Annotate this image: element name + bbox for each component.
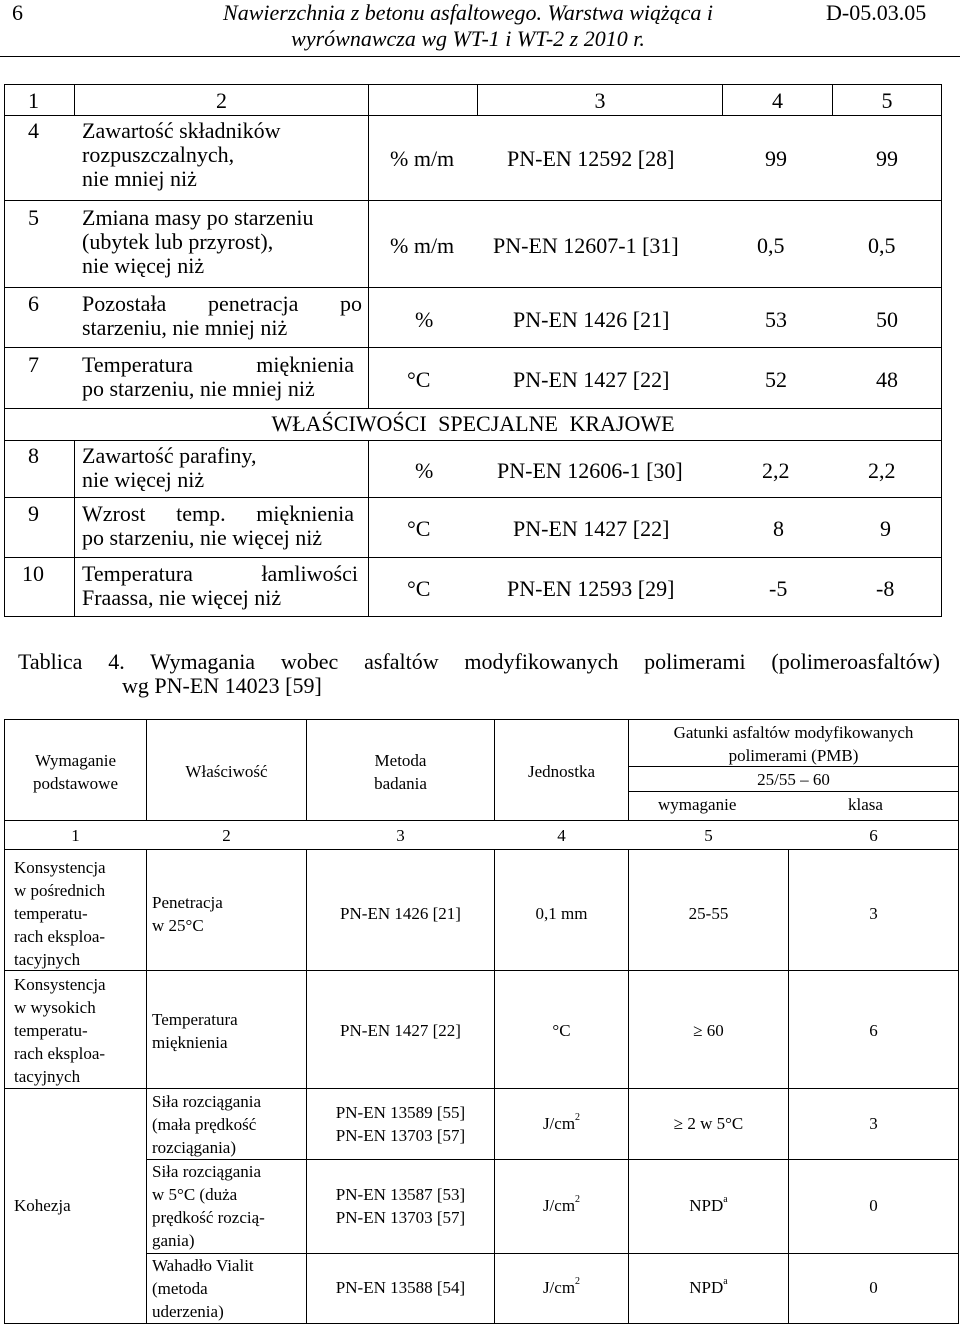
t1-property [82,206,362,278]
t2-basic-line: temperatu- [14,904,88,923]
t2-property-line: uderzenia) [152,1302,224,1321]
t1-method: PN-EN 12606-1 [30] [497,458,683,483]
t1-col-number: 2 [216,88,227,113]
t1-section-title: WŁAŚCIWOŚCI SPECJALNE KRAJOWE [271,411,675,436]
t2-property-line: w 25°C [152,916,204,935]
t1-property-line: Zawartość parafiny, [82,443,257,468]
t2-requirement-text: 25-55 [688,904,729,923]
t1-value-1: 2,2 [762,458,790,483]
t1-rule [4,200,941,201]
t1-unit: % [415,307,434,332]
t2-header-requirement: wymaganie [658,795,737,814]
t1-col-rule [368,440,369,617]
t2-class: 0 [869,1196,878,1215]
t2-border-bottom [4,1323,959,1324]
t2-property-line: Wahadło Vialit [152,1256,254,1275]
t1-property [82,444,362,492]
t1-property [82,353,354,401]
t2-rule [4,820,959,821]
t2-basic-requirement [14,856,106,971]
t2-property-line: prędkość rozcią- [152,1208,265,1227]
t2-method: PN-EN 1427 [22] [340,1021,461,1040]
t1-property-line: Fraassa, nie więcej niż [82,585,282,610]
t1-value-2: 2,2 [868,458,896,483]
t2-rule [628,791,959,792]
t1-border-top [4,84,941,85]
t2-header-grades [629,721,958,767]
t2-class: 6 [869,1021,878,1040]
t2-unit-sup: 2 [575,1194,581,1206]
t1-rule [4,497,941,498]
t1-method: PN-EN 1427 [22] [513,367,670,392]
t2-header-line: Metoda [374,751,427,770]
t1-property-line: nie mniej niż [82,166,197,191]
t2-method-line: PN-EN 13703 [57] [335,1126,466,1145]
t1-value-1: 53 [765,307,787,332]
t1-property-line: nie więcej niż [82,467,205,492]
document-title-line2: wyrównawcza wg WT-1 i WT-2 z 2010 r. [291,26,645,51]
t2-rule [146,1159,959,1160]
t1-col-rule [368,84,369,409]
table-caption-line2: wg PN-EN 14023 [59] [122,673,322,698]
t1-col-number: 3 [594,88,606,113]
t1-rule [4,440,941,441]
t2-requirement-sup: a [723,1276,728,1288]
t2-basic-requirement [14,973,106,1088]
t1-property [82,119,362,191]
t2-header-unit: Jednostka [527,762,596,781]
t1-property-line: po starzeniu, nie mniej niż [82,376,315,401]
t1-row-number: 9 [28,501,39,526]
t1-border-right [941,84,942,617]
t1-value-1: 52 [765,367,787,392]
t2-header-line: Gatunki asfaltów modyfikowanych [673,723,914,742]
t2-header-line: polimerami (PMB) [728,746,859,765]
table-caption [18,650,940,698]
t2-col-rule [146,849,147,1324]
t2-col-number: 4 [557,826,566,845]
t1-value-1: -5 [769,576,788,601]
t2-property-line: (metoda [152,1279,208,1298]
table-caption-line1: Tablica 4. Wymagania wobec asfaltów modyfikowanych polimerami (polimeroasfaltów) [18,649,940,674]
page-number: 6 [12,0,23,25]
t2-basic-line: rach eksploa- [14,1044,106,1063]
t2-col-number: 2 [222,826,231,845]
t2-property [152,1090,261,1159]
t1-value-2: 50 [876,307,898,332]
t2-unit-sup: 2 [575,1112,581,1124]
t2-basic-line: temperatu- [14,1021,88,1040]
t1-property-line: Temperatura łamliwości [82,561,358,586]
t2-col-number: 3 [396,826,405,845]
t1-rule [4,557,941,558]
t1-property-line: starzeniu, nie mniej niż [82,315,288,340]
t2-property [152,1254,254,1323]
t1-row-number: 8 [28,443,39,468]
t2-requirement [629,902,788,925]
document-title-line1: Nawierzchnia z betonu asfaltowego. Warstwa wiążąca i [223,0,713,25]
t2-property-line: mięknienia [152,1033,228,1052]
t1-value-1: 8 [773,516,784,541]
t1-property-line: Pozostała penetracja po [82,291,362,316]
t2-property-line: Temperatura [152,1010,238,1029]
t2-border-left [4,719,5,1324]
t1-rule [4,287,941,288]
t1-method: PN-EN 1427 [22] [513,516,670,541]
t2-requirement-sup: a [723,1194,728,1206]
t2-header-line: podstawowe [33,774,118,793]
t1-row-number: 6 [28,291,39,316]
t2-basic-line: w pośrednich [14,881,106,900]
t1-method: PN-EN 12607-1 [31] [493,233,679,258]
t1-value-2: 0,5 [868,233,896,258]
t1-property-line: po starzeniu, nie więcej niż [82,525,323,550]
t2-property-line: rozciągania) [152,1138,236,1157]
t1-property-line: rozpuszczalnych, [82,142,235,167]
t2-method-line: PN-EN 13587 [53] [335,1185,466,1204]
t2-property-line: (mała prędkość [152,1115,257,1134]
t1-unit: % [415,458,434,483]
t1-border-bottom [4,616,941,617]
t2-class: 3 [869,904,878,923]
t2-property-line: Penetracja [152,893,223,912]
t2-rule [146,1253,959,1254]
t1-property-line: Wzrost temp. mięknienia [82,501,354,526]
t2-header-method [307,749,494,795]
t2-property-line: Siła rozciągania [152,1162,262,1181]
t2-method [307,1101,494,1147]
t2-basic-line: Konsystencja [14,975,106,994]
t2-rule [4,970,959,971]
t2-class: 3 [869,1114,878,1133]
t2-unit-text: 0,1 mm [535,904,588,923]
t2-class: 0 [869,1278,878,1297]
t2-requirement [629,1276,788,1299]
t2-unit-text: J/cm [542,1278,576,1297]
t1-row-number: 5 [28,205,39,230]
t1-rule [4,115,941,116]
t2-property [152,1160,265,1252]
t2-col-number: 5 [704,826,713,845]
t2-property-line: gania) [152,1231,195,1250]
t2-requirement-text: NPD [689,1196,724,1215]
t2-method [307,1183,494,1229]
t2-basic-line: rach eksploa- [14,927,106,946]
t1-property-line: (ubytek lub przyrost), [82,229,274,254]
t1-value-1: 0,5 [757,233,785,258]
t2-col-number: 6 [869,826,878,845]
t2-rule [4,849,959,850]
t2-basic-line: Konsystencja [14,858,106,877]
t2-requirement-text: ≥ 60 [693,1021,724,1040]
t1-col-number: 1 [28,88,39,113]
t1-property [82,502,354,550]
t1-property [82,562,358,610]
t1-col-rule [74,440,75,617]
t2-header-line: badania [374,774,427,793]
header-rule [0,56,960,57]
t1-unit: % m/m [390,146,455,171]
t1-rule [4,408,941,409]
t1-unit: % m/m [390,233,455,258]
t2-property [152,1008,238,1054]
t2-unit-text: °C [552,1021,571,1040]
t2-requirement [629,1019,788,1042]
t1-row-number: 4 [28,118,39,143]
t1-property-line: Temperatura mięknienia [82,352,354,377]
t2-header-class: klasa [848,795,883,814]
t1-method: PN-EN 12593 [29] [507,576,675,601]
t2-header-grade: 25/55 – 60 [757,770,830,789]
t2-property [152,891,223,937]
t1-property [82,292,362,340]
t2-requirement-text: ≥ 2 w 5°C [673,1114,744,1133]
t2-unit [495,1112,628,1135]
t1-rule [4,347,941,348]
t2-requirement-text: NPD [689,1278,724,1297]
t1-value-2: 9 [880,516,891,541]
document-title [150,0,786,52]
t2-unit [495,1194,628,1217]
t2-unit-sup: 2 [575,1276,581,1288]
document-code: D-05.03.05 [826,0,927,25]
t2-unit [495,1019,628,1042]
t2-unit-text: J/cm [542,1114,576,1133]
t2-method: PN-EN 13588 [54] [335,1278,466,1297]
t1-col-number: 5 [881,88,893,113]
t2-basic-line: tacyjnych [14,1067,81,1086]
t1-value-1: 99 [765,146,787,171]
t2-header-line: Wymaganie [34,751,117,770]
t1-value-2: 48 [876,367,898,392]
t2-rule [4,1088,959,1089]
t2-unit-text: J/cm [542,1196,576,1215]
t2-border-top [4,719,959,720]
t2-header-basic [5,749,146,795]
t1-col-number: 4 [772,88,783,113]
t1-border-left [4,84,5,617]
t2-requirement [629,1112,788,1135]
t2-col-number: 1 [71,826,80,845]
t2-requirement [629,1194,788,1217]
t1-value-2: -8 [876,576,895,601]
t2-property-line: w 5°C (duża [152,1185,238,1204]
t1-property-line: Zawartość składników [82,118,281,143]
t1-unit: °C [407,367,431,392]
t2-basic-requirement-cohesion: Kohezja [14,1196,71,1215]
t2-basic-line: w wysokich [14,998,96,1017]
t2-method-line: PN-EN 13703 [57] [335,1208,466,1227]
t1-property-line: nie więcej niż [82,253,205,278]
t1-unit: °C [407,576,431,601]
t2-property-line: Siła rozciągania [152,1092,262,1111]
t1-method: PN-EN 12592 [28] [507,146,675,171]
t2-basic-line: tacyjnych [14,950,81,969]
t1-property-line: Zmiana masy po starzeniu [82,205,314,230]
t1-row-number: 10 [22,561,44,586]
t2-method-line: PN-EN 13589 [55] [335,1103,466,1122]
t2-unit [495,902,628,925]
t2-header-property: Właściwość [185,762,268,781]
t2-method: PN-EN 1426 [21] [340,904,461,923]
t2-border-right [958,719,959,1324]
t2-unit [495,1276,628,1299]
t1-unit: °C [407,516,431,541]
t1-value-2: 99 [876,146,898,171]
t1-method: PN-EN 1426 [21] [513,307,670,332]
t1-row-number: 7 [28,352,39,377]
